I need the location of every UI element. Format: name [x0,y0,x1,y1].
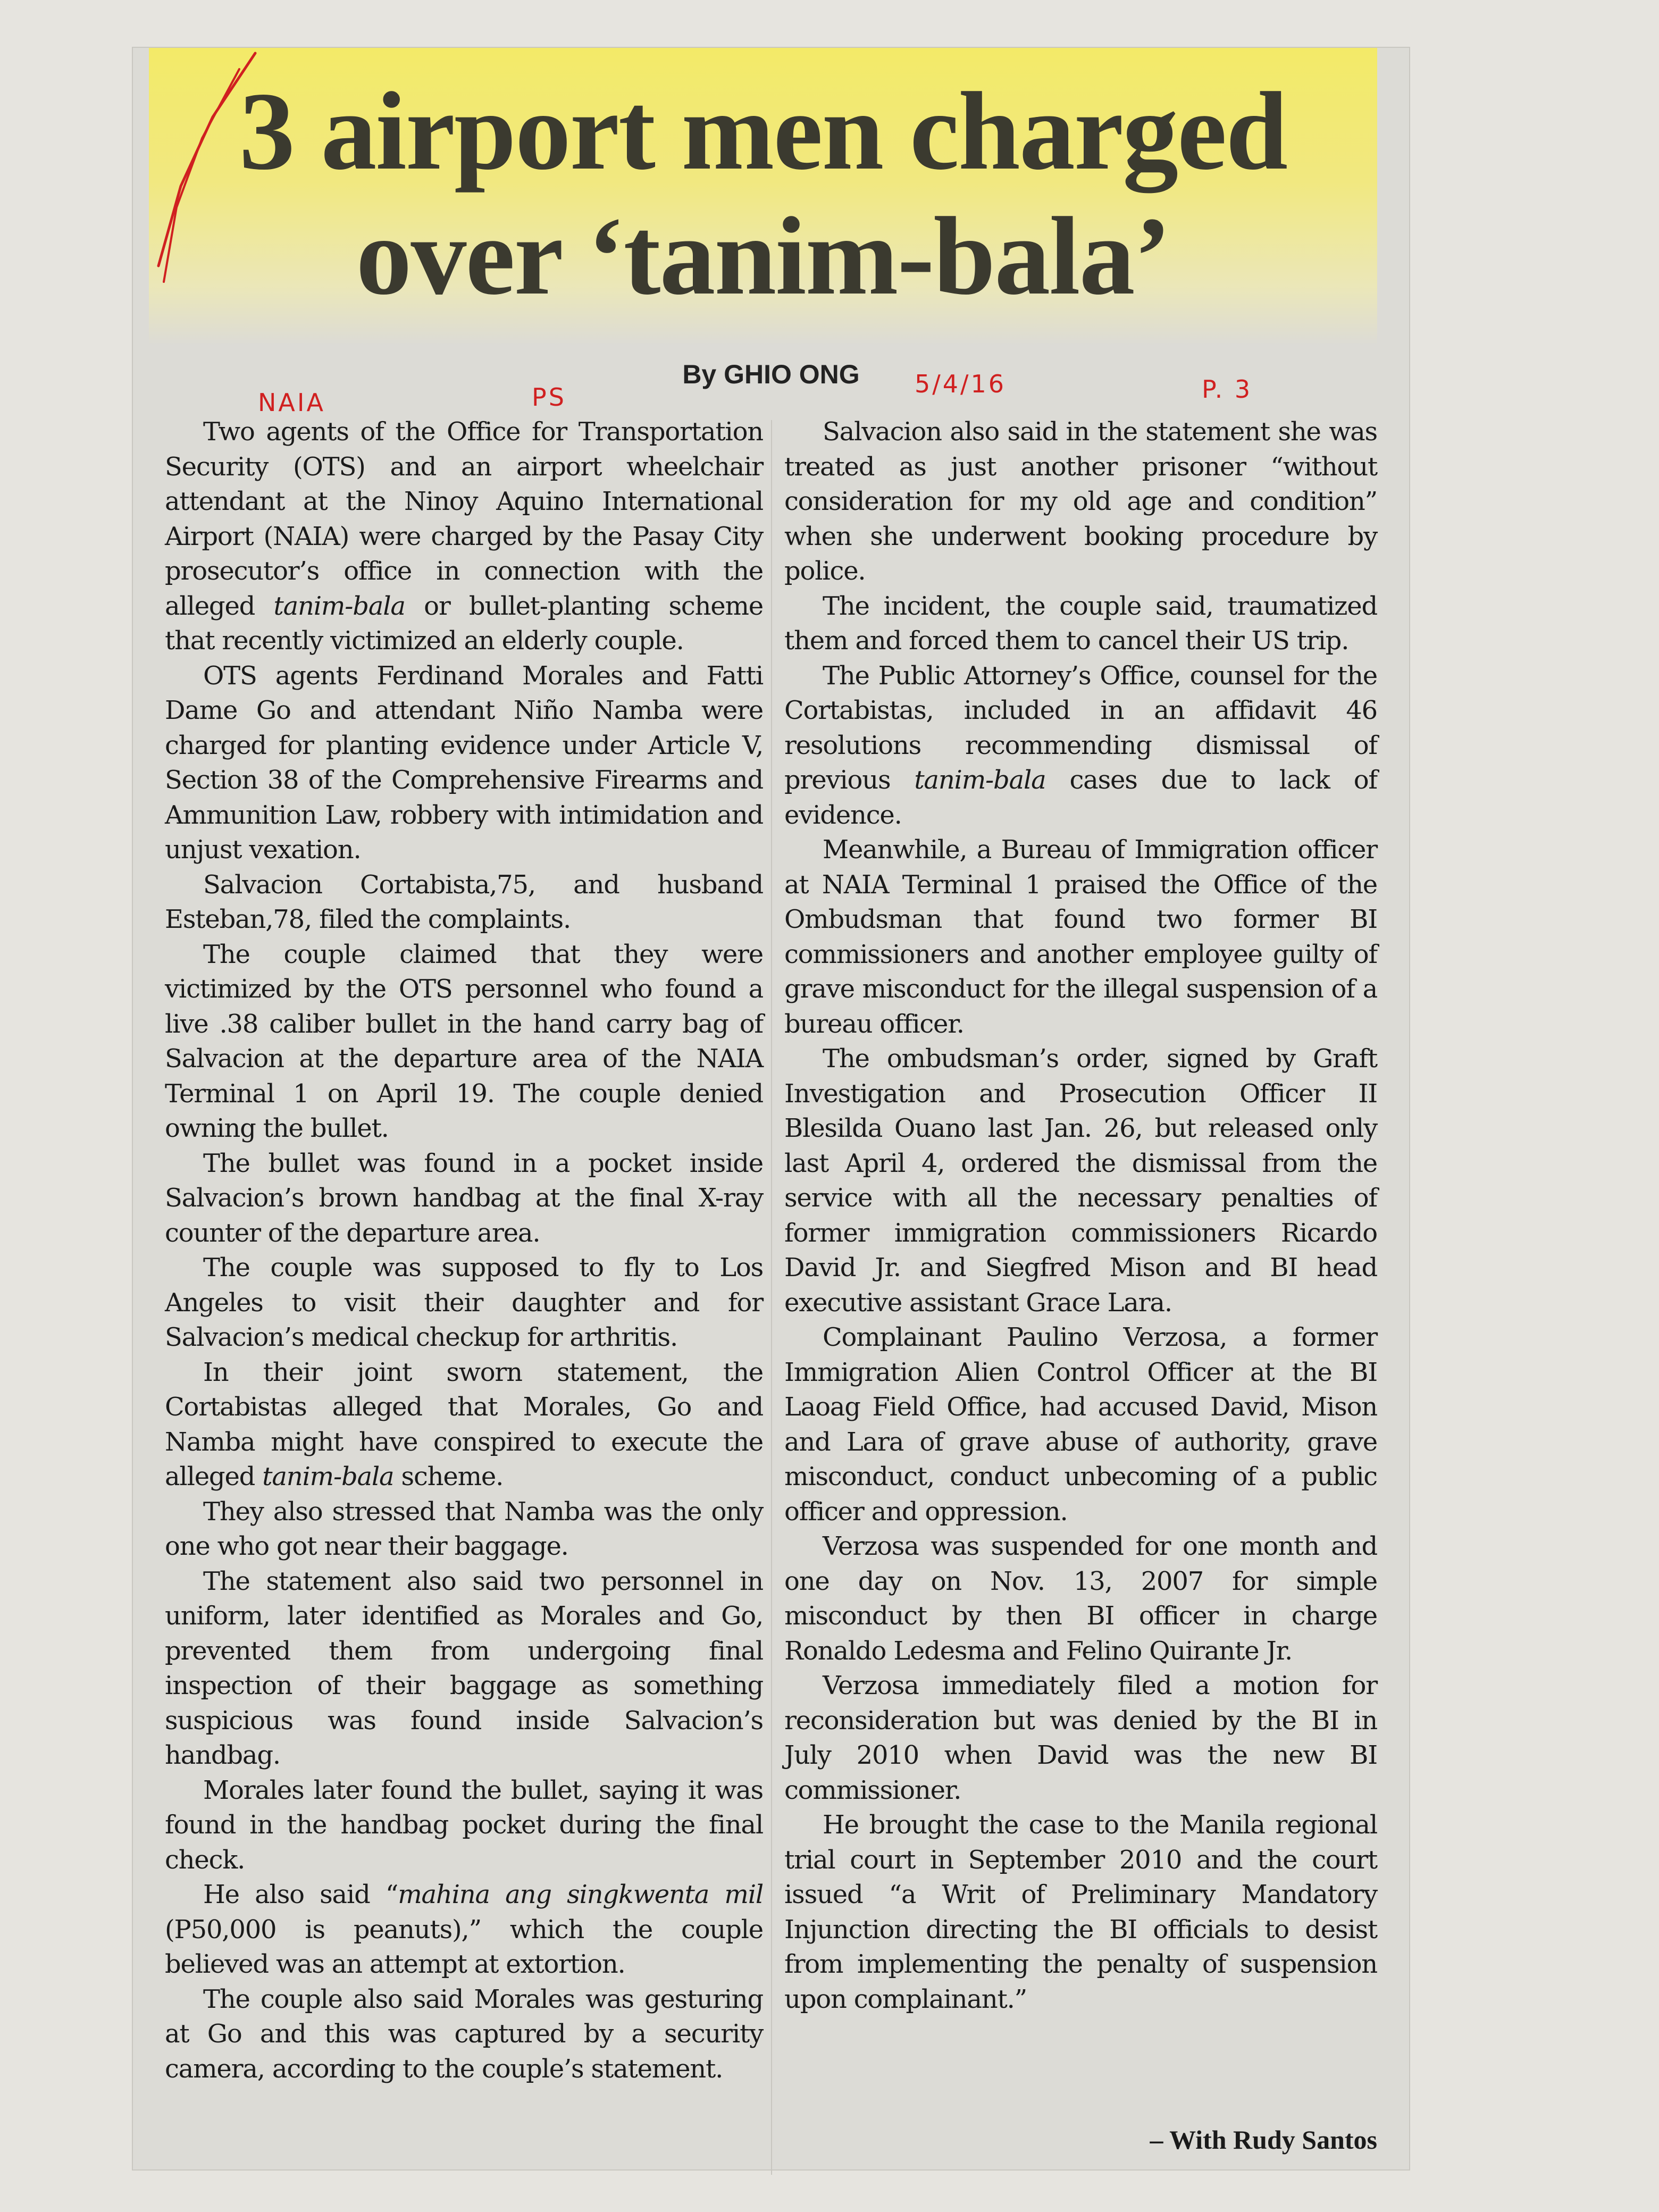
paragraph: He also said “mahina ang singkwenta mil (P50,000 is peanuts),” which the couple believed was an attempt at extortion. [165,1880,763,1979]
paragraph: The couple was supposed to fly to Los Angeles to visit their daughter and for Salvacion’s medical checkup for arthritis. [165,1253,763,1352]
headline-line-1: 3 airport men charged [239,70,1287,193]
paragraph: The Public Attorney’s Office, counsel for the Cortabistas, included in an affidavit 46 resolutions recommending dismissal of previous tanim-bala cases due to lack of evidence. [784,660,1377,830]
paragraph: Morales later found the bullet, saying it was found in the handbag pocket during the final check. [165,1775,763,1875]
paragraph: OTS agents Ferdinand Morales and Fatti Dame Go and attendant Niño Namba were charged for planting evidence under Article V, Section 38 of the Comprehensive Firearms and Ammunition Law, robbery with intimidation and unjust vexation. [165,660,763,865]
paragraph: In their joint sworn statement, the Cortabistas alleged that Morales, Go and Namba might have conspired to execute the alleged tanim-bala scheme. [165,1357,763,1492]
handwritten-naia: NAIA [258,388,325,417]
handwritten-page: P. 3 [1202,375,1253,404]
paragraph: The bullet was found in a pocket inside Salvacion’s brown handbag at the final X-ray counter of the departure area. [165,1148,763,1248]
paragraph: The statement also said two personnel in uniform, later identified as Morales and Go, prevented them from undergoing final inspection of their baggage as something suspicious was found inside Salvacion’s handbag. [165,1566,763,1770]
paragraph: Salvacion also said in the statement she was treated as just another prisoner “without consideration for my old age and condition” when she underwent booking procedure by police. [784,417,1377,586]
paragraph: Verzosa was suspended for one month and one day on Nov. 13, 2007 for simple misconduct by then BI officer in charge Ronaldo Ledesma and Felino Quirante Jr. [784,1531,1377,1666]
paragraph: Verzosa immediately filed a motion for reconsideration but was denied by the BI in July 2010 when David was the new BI commissioner. [784,1671,1377,1805]
paragraph: They also stressed that Namba was the only one who got near their baggage. [165,1496,763,1561]
paragraph: The ombudsman’s order, signed by Graft Investigation and Prosecution Officer II Blesilda Ouano last Jan. 26, but released only last April 4, ordered the dismissal from the service with all the necessary penalties of former immigration commissioners Ricardo David Jr. and Siegfred Mison and BI head executive assistant Grace Lara. [784,1044,1377,1318]
headline-line-2: over ‘tanim-bala’ [356,195,1170,318]
paragraph: Salvacion Cortabista,75, and husband Esteban,78, filed the complaints. [165,869,763,934]
contributor-credit: – With Rudy Santos [1150,2125,1377,2155]
byline: By GHIO ONG [682,359,860,389]
paragraph: The couple also said Morales was gesturing at Go and this was captured by a security camera, according to the couple’s statement. [165,1984,763,2084]
handwritten-ps: PS [532,383,566,412]
handwritten-date: 5/4/16 [915,370,1007,398]
right-column [784,415,1377,2017]
column-divider [771,420,772,2175]
paragraph: The incident, the couple said, traumatized them and forced them to cancel their US trip. [784,591,1377,656]
newspaper-clipping [133,48,1409,2169]
paragraph: Meanwhile, a Bureau of Immigration officer at NAIA Terminal 1 praised the Office of the Ombudsman that found two former BI commissioners and another employee guilty of grave misconduct for the illegal suspension of a bureau officer. [784,835,1377,1039]
paragraph: Two agents of the Office for Transportation Security (OTS) and an airport wheelchair attendant at the Ninoy Aquino International Airport (NAIA) were charged by the Pasay City prosecutor’s office in connection with the alleged tanim-bala or bullet-planting scheme that recently victimized an elderly couple. [165,417,763,656]
red-pen-slash-mark [149,48,266,303]
headline [149,69,1377,319]
paragraph: The couple claimed that they were victimized by the OTS personnel who found a live .38 caliber bullet in the hand carry bag of Salvacion at the departure area of the NAIA Terminal 1 on April 19. The couple denied owning the bullet. [165,939,763,1143]
paragraph: He brought the case to the Manila regional trial court in September 2010 and the court issued “a Writ of Preliminary Mandatory Injunction directing the BI officials to desist from implementing the penalty of suspension upon complainant.” [784,1810,1377,2014]
paragraph: Complainant Paulino Verzosa, a former Immigration Alien Control Officer at the BI Laoag Field Office, had accused David, Mison and Lara of grave abuse of authority, grave misconduct, conduct unbecoming of a public officer and oppression. [784,1322,1377,1527]
left-column [165,415,763,2087]
